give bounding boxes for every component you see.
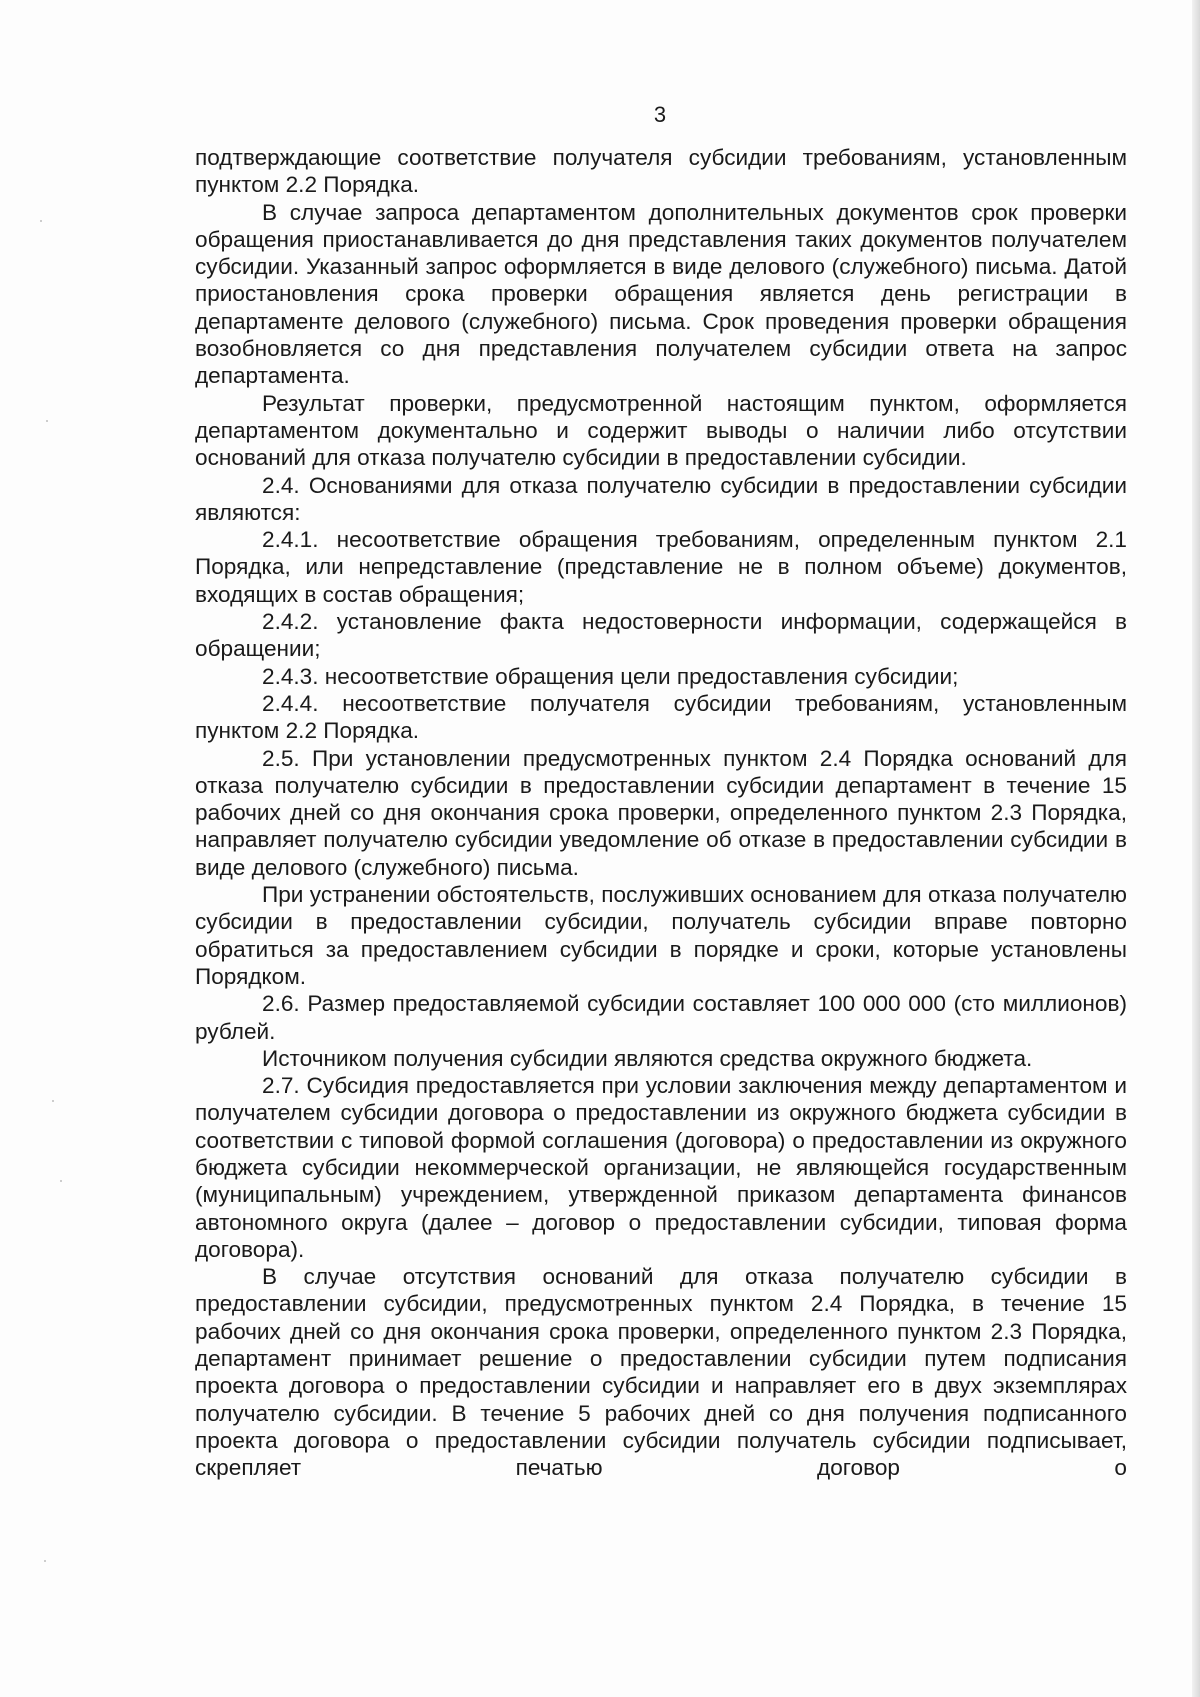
scan-artifact	[44, 1560, 46, 1562]
paragraph-2-4-1: 2.4.1. несоответствие обращения требованиям, определенным пунктом 2.1 Порядка, или непредставление (представление не в полном объеме) документов, входящих в состав обращения;	[195, 527, 1127, 607]
scan-artifact	[46, 420, 48, 422]
paragraph-funding-source: Источником получения субсидии являются средства окружного бюджета.	[262, 1045, 1033, 1071]
paragraph-no-refusal: В случае отсутствия оснований для отказа получателю субсидии в предоставлении субсидии, предусмотренных пунктом 2.4 Порядка, в течение 15 рабочих дней со дня окончания срока проверки, определенного пунктом 2.3 Порядка, департамент принимает решение о предоставлении субсидии путем подписания проекта договора о предоставлении субсидии и направляет его в двух экземплярах получателю субсидии. В течение 5 рабочих дней со дня получения подписанного проекта договора о предоставлении субсидии получатель субсидии подписывает, скрепляет печатью договор о	[195, 1264, 1127, 1481]
document-body	[195, 144, 1127, 1482]
scan-artifact	[52, 1100, 54, 1102]
paragraph-continuation: подтверждающие соответствие получателя субсидии требованиям, установленным пунктом 2.2 Порядка.	[195, 145, 1127, 198]
paragraph-additional-documents: В случае запроса департаментом дополнительных документов срок проверки обращения приостанавливается до дня представления таких документов получателем субсидии. Указанный запрос оформляется в виде делового (служебного) письма. Датой приостановления срока проверки обращения является день регистрации в департаменте делового (служебного) письма. Срок проведения проверки обращения возобновляется со дня представления получателем субсидии ответа на запрос департамента.	[195, 199, 1127, 389]
paragraph-2-4-4: 2.4.4. несоответствие получателя субсидии требованиям, установленным пунктом 2.2 Порядка.	[195, 690, 1127, 744]
paragraph-2-6: 2.6. Размер предоставляемой субсидии составляет 100 000 000 (сто миллионов) рублей.	[195, 991, 1127, 1044]
paragraph-2-7: 2.7. Субсидия предоставляется при условии заключения между департаментом и получателем субсидии договора о предоставлении из окружного бюджета субсидии в соответствии с типовой формой соглашения (договора) о предоставлении из окружного бюджета субсидии некоммерческой организации, не являющейся государственным (муниципальным) учреждением, утвержденной приказом департамента финансов автономного округа (далее – договор о предоставлении субсидии, типовая форма договора).	[195, 1073, 1127, 1262]
scan-artifact	[60, 1180, 62, 1182]
paragraph-reapply: При устранении обстоятельств, послуживших основанием для отказа получателю субсидии в предоставлении субсидии, получатель субсидии вправе повторно обратиться за предоставлением субсидии в порядке и сроки, которые установлены Порядком.	[195, 882, 1127, 989]
paragraph-2-4-3: 2.4.3. несоответствие обращения цели предоставления субсидии;	[262, 663, 959, 689]
paragraph-2-4-2: 2.4.2. установление факта недостоверности информации, содержащейся в обращении;	[195, 609, 1127, 662]
page-edge-shadow	[1192, 0, 1200, 1697]
paragraph-check-result: Результат проверки, предусмотренной настоящим пунктом, оформляется департаментом документально и содержит выводы о наличии либо отсутствии оснований для отказа получателю субсидии в предоставлении субсидии.	[195, 390, 1127, 471]
page-number: 3	[653, 102, 667, 127]
scan-artifact	[40, 220, 42, 222]
paragraph-2-4: 2.4. Основаниями для отказа получателю субсидии в предоставлении субсидии являются:	[195, 472, 1127, 525]
paragraph-2-5: 2.5. При установлении предусмотренных пунктом 2.4 Порядка оснований для отказа получателю субсидии в предоставлении субсидии департамент в течение 15 рабочих дней со дня окончания срока проверки, определенного пунктом 2.3 Порядка, направляет получателю субсидии уведомление об отказе в предоставлении субсидии в виде делового (служебного) письма.	[195, 745, 1127, 880]
